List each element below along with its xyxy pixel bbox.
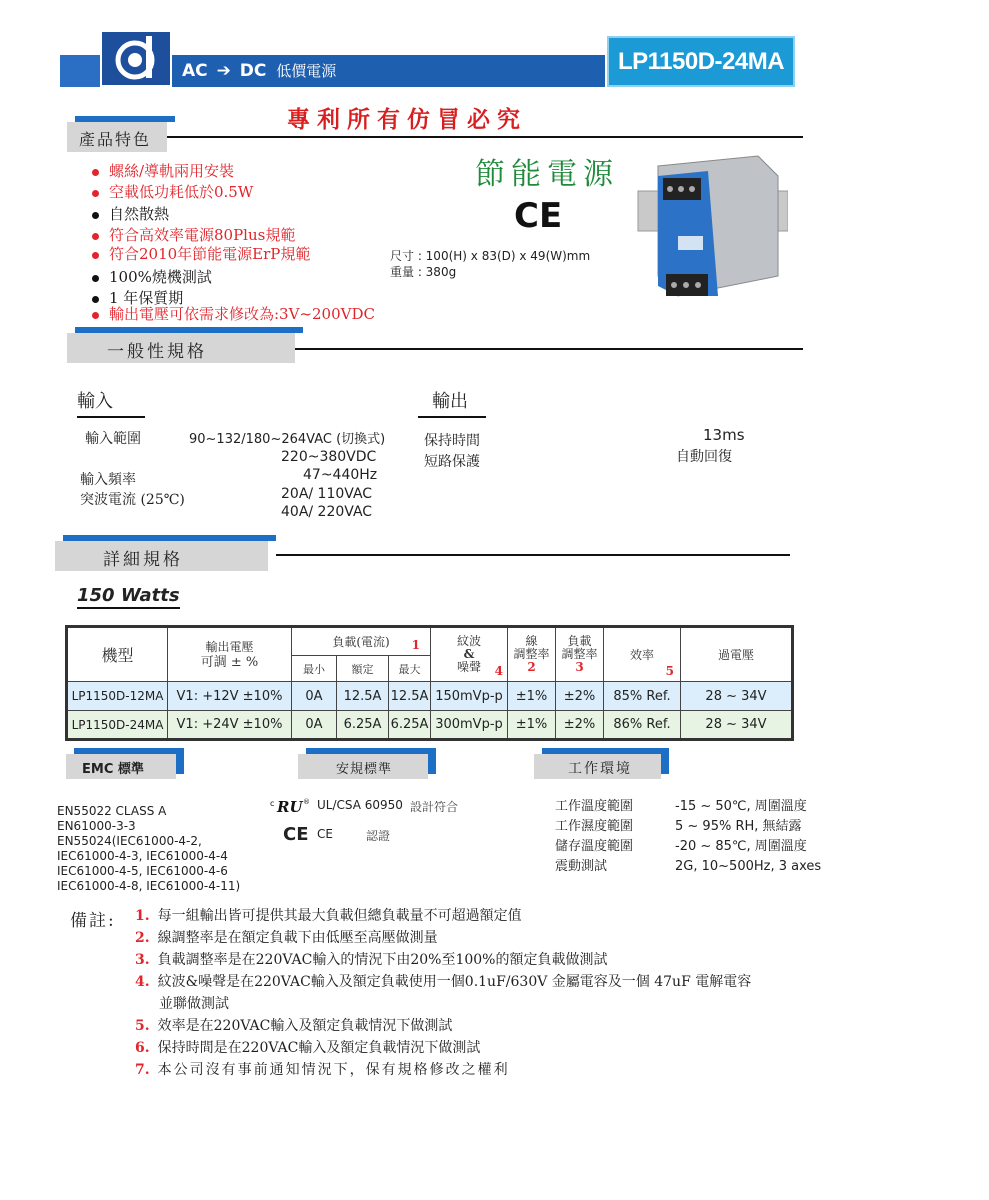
freq-value: 47~440Hz xyxy=(303,467,378,483)
feature-item: 1 年保質期 xyxy=(92,288,183,308)
note-item: 2. 線調整率是在額定負載下由低壓至高壓做測量 xyxy=(135,930,438,946)
features-title: 產品特色 xyxy=(67,122,167,152)
ce-note: 認證 xyxy=(366,829,391,843)
safety-ce-label: CE xyxy=(317,827,333,841)
input-range-value: 90~132/180~264VAC (切換式) xyxy=(189,432,386,447)
product-dimensions: 尺寸 : 100(H) x 83(D) x 49(W)mm 重量 : 380g xyxy=(390,249,591,279)
header-title: AC ➔ DC 低價電源 xyxy=(182,61,337,81)
feature-item: 輸出電壓可依需求修改為:3V~200VDC xyxy=(92,304,375,324)
svg-text:RU: RU xyxy=(277,798,303,816)
notes-title: 備註: xyxy=(70,911,116,931)
general-divider xyxy=(295,348,803,350)
feature-item: 空載低功耗低於0.5W xyxy=(92,182,253,202)
short-label: 短路保護 xyxy=(424,454,480,470)
note-item: 5. 效率是在220VAC輸入及額定負載情況下做測試 xyxy=(135,1018,453,1034)
note-item: 並聯做測試 xyxy=(159,996,229,1012)
spec-table xyxy=(65,625,794,741)
inrush-value-110: 20A/ 110VAC xyxy=(281,486,373,502)
patent-notice: 專利所有仿冒必究 xyxy=(287,106,527,133)
input-range-label: 輸入範圍 xyxy=(85,431,141,447)
feature-item: 符合高效率電源80Plus規範 xyxy=(92,225,295,245)
input-dc-value: 220~380VDC xyxy=(281,449,377,465)
note-item: 4. 紋波&噪聲是在220VAC輸入及額定負載使用一個0.1uF/630V 金屬電容及一個 47uF 電解電容 xyxy=(135,974,752,990)
ce-mark-icon: CE xyxy=(514,196,563,236)
safety-title: 安規標準 xyxy=(298,754,428,779)
detail-title: 詳細規格 xyxy=(55,541,268,571)
feature-item: 自然散熱 xyxy=(92,204,169,224)
company-logo xyxy=(100,30,172,87)
short-value: 自動回復 xyxy=(676,449,732,465)
env-title: 工作環境 xyxy=(534,754,661,779)
emc-title: EMC 標準 xyxy=(66,754,176,779)
safety-ce-icon: CE xyxy=(283,824,309,845)
inrush-value-220: 40A/ 220VAC xyxy=(281,504,373,520)
input-heading: 輸入 xyxy=(77,387,145,418)
env-values: -15 ~ 50℃, 周圍溫度 5 ~ 95% RH, 無結露 -20 ~ 85℃, 周圍溫度 2G, 10~500Hz, 3 axes xyxy=(675,799,822,874)
note-item: 6. 保持時間是在220VAC輸入及額定負載情況下做測試 xyxy=(135,1040,481,1056)
hold-label: 保持時間 xyxy=(424,433,480,449)
detail-divider xyxy=(276,554,790,556)
features-divider xyxy=(167,136,803,138)
hold-value: 13ms xyxy=(703,426,745,444)
col-model: 機型 xyxy=(67,627,168,682)
col-efficiency: 效率 5 xyxy=(604,627,681,682)
table-row: LP1150D-12MA V1: +12V ±10% 0A 12.5A 12.5A 150mVp-p ±1% ±2% 85% Ref. 28 ~ 34V xyxy=(67,682,793,711)
freq-label: 輸入頻率 xyxy=(80,472,136,488)
note-item: 7. 本公司沒有事前通知情況下，保有規格修改之權利 xyxy=(135,1062,510,1078)
inrush-label: 突波電流 (25℃) xyxy=(80,492,185,508)
output-heading: 輸出 xyxy=(418,387,486,418)
general-title: 一般性規格 xyxy=(67,333,295,363)
emc-list: EN55022 CLASS A EN61000-3-3 EN55024(IEC61000-4-2, IEC61000-4-3, IEC61000-4-4 IEC61000-4-5, IEC61000-4-6 IEC61000-4-8, IEC61000-4-11) xyxy=(57,804,241,893)
svg-text:c: c xyxy=(270,799,275,808)
ul-standard: UL/CSA 60950 xyxy=(317,798,403,812)
col-rated: 額定 xyxy=(337,656,389,682)
col-load: 負載(電流) 1 xyxy=(292,627,431,656)
notes-list xyxy=(135,905,751,1081)
col-vout: 輸出電壓 可調 ± % xyxy=(168,627,292,682)
watts-heading: 150 Watts xyxy=(77,585,180,609)
env-labels: 工作溫度範圍 工作濕度範圍 儲存溫度範圍 震動測試 xyxy=(555,799,634,874)
col-ovp: 過電壓 xyxy=(681,627,793,682)
table-row: LP1150D-24MA V1: +24V ±10% 0A 6.25A 6.25A 300mVp-p ±1% ±2% 86% Ref. 28 ~ 34V xyxy=(67,711,793,740)
product-image xyxy=(628,146,788,306)
note-item: 3. 負載調整率是在220VAC輸入的情況下由20%至100%的額定負載做測試 xyxy=(135,952,608,968)
logo-d-icon xyxy=(102,32,170,85)
col-min: 最小 xyxy=(292,656,337,682)
note-item: 1. 每一組輸出皆可提供其最大負載但總負載量不可超過額定值 xyxy=(135,908,522,924)
feature-item: 100%燒機測試 xyxy=(92,267,212,287)
energy-saving-title: 節能電源 xyxy=(475,157,619,192)
ul-mark-icon xyxy=(270,796,310,820)
col-load-reg: 負載 調整率 3 xyxy=(556,627,604,682)
model-number: LP1150D-24MA xyxy=(607,36,795,87)
col-ripple: 紋波 & 噪聲 4 xyxy=(431,627,508,682)
feature-item: 符合2010年節能電源ErP規範 xyxy=(92,244,310,264)
col-line-reg: 線 調整率 2 xyxy=(508,627,556,682)
svg-text:®: ® xyxy=(303,798,310,806)
ul-note: 設計符合 xyxy=(410,800,459,814)
feature-item: 螺絲/導軌兩用安裝 xyxy=(92,161,234,181)
col-max: 最大 xyxy=(389,656,431,682)
header-accent xyxy=(60,55,102,87)
